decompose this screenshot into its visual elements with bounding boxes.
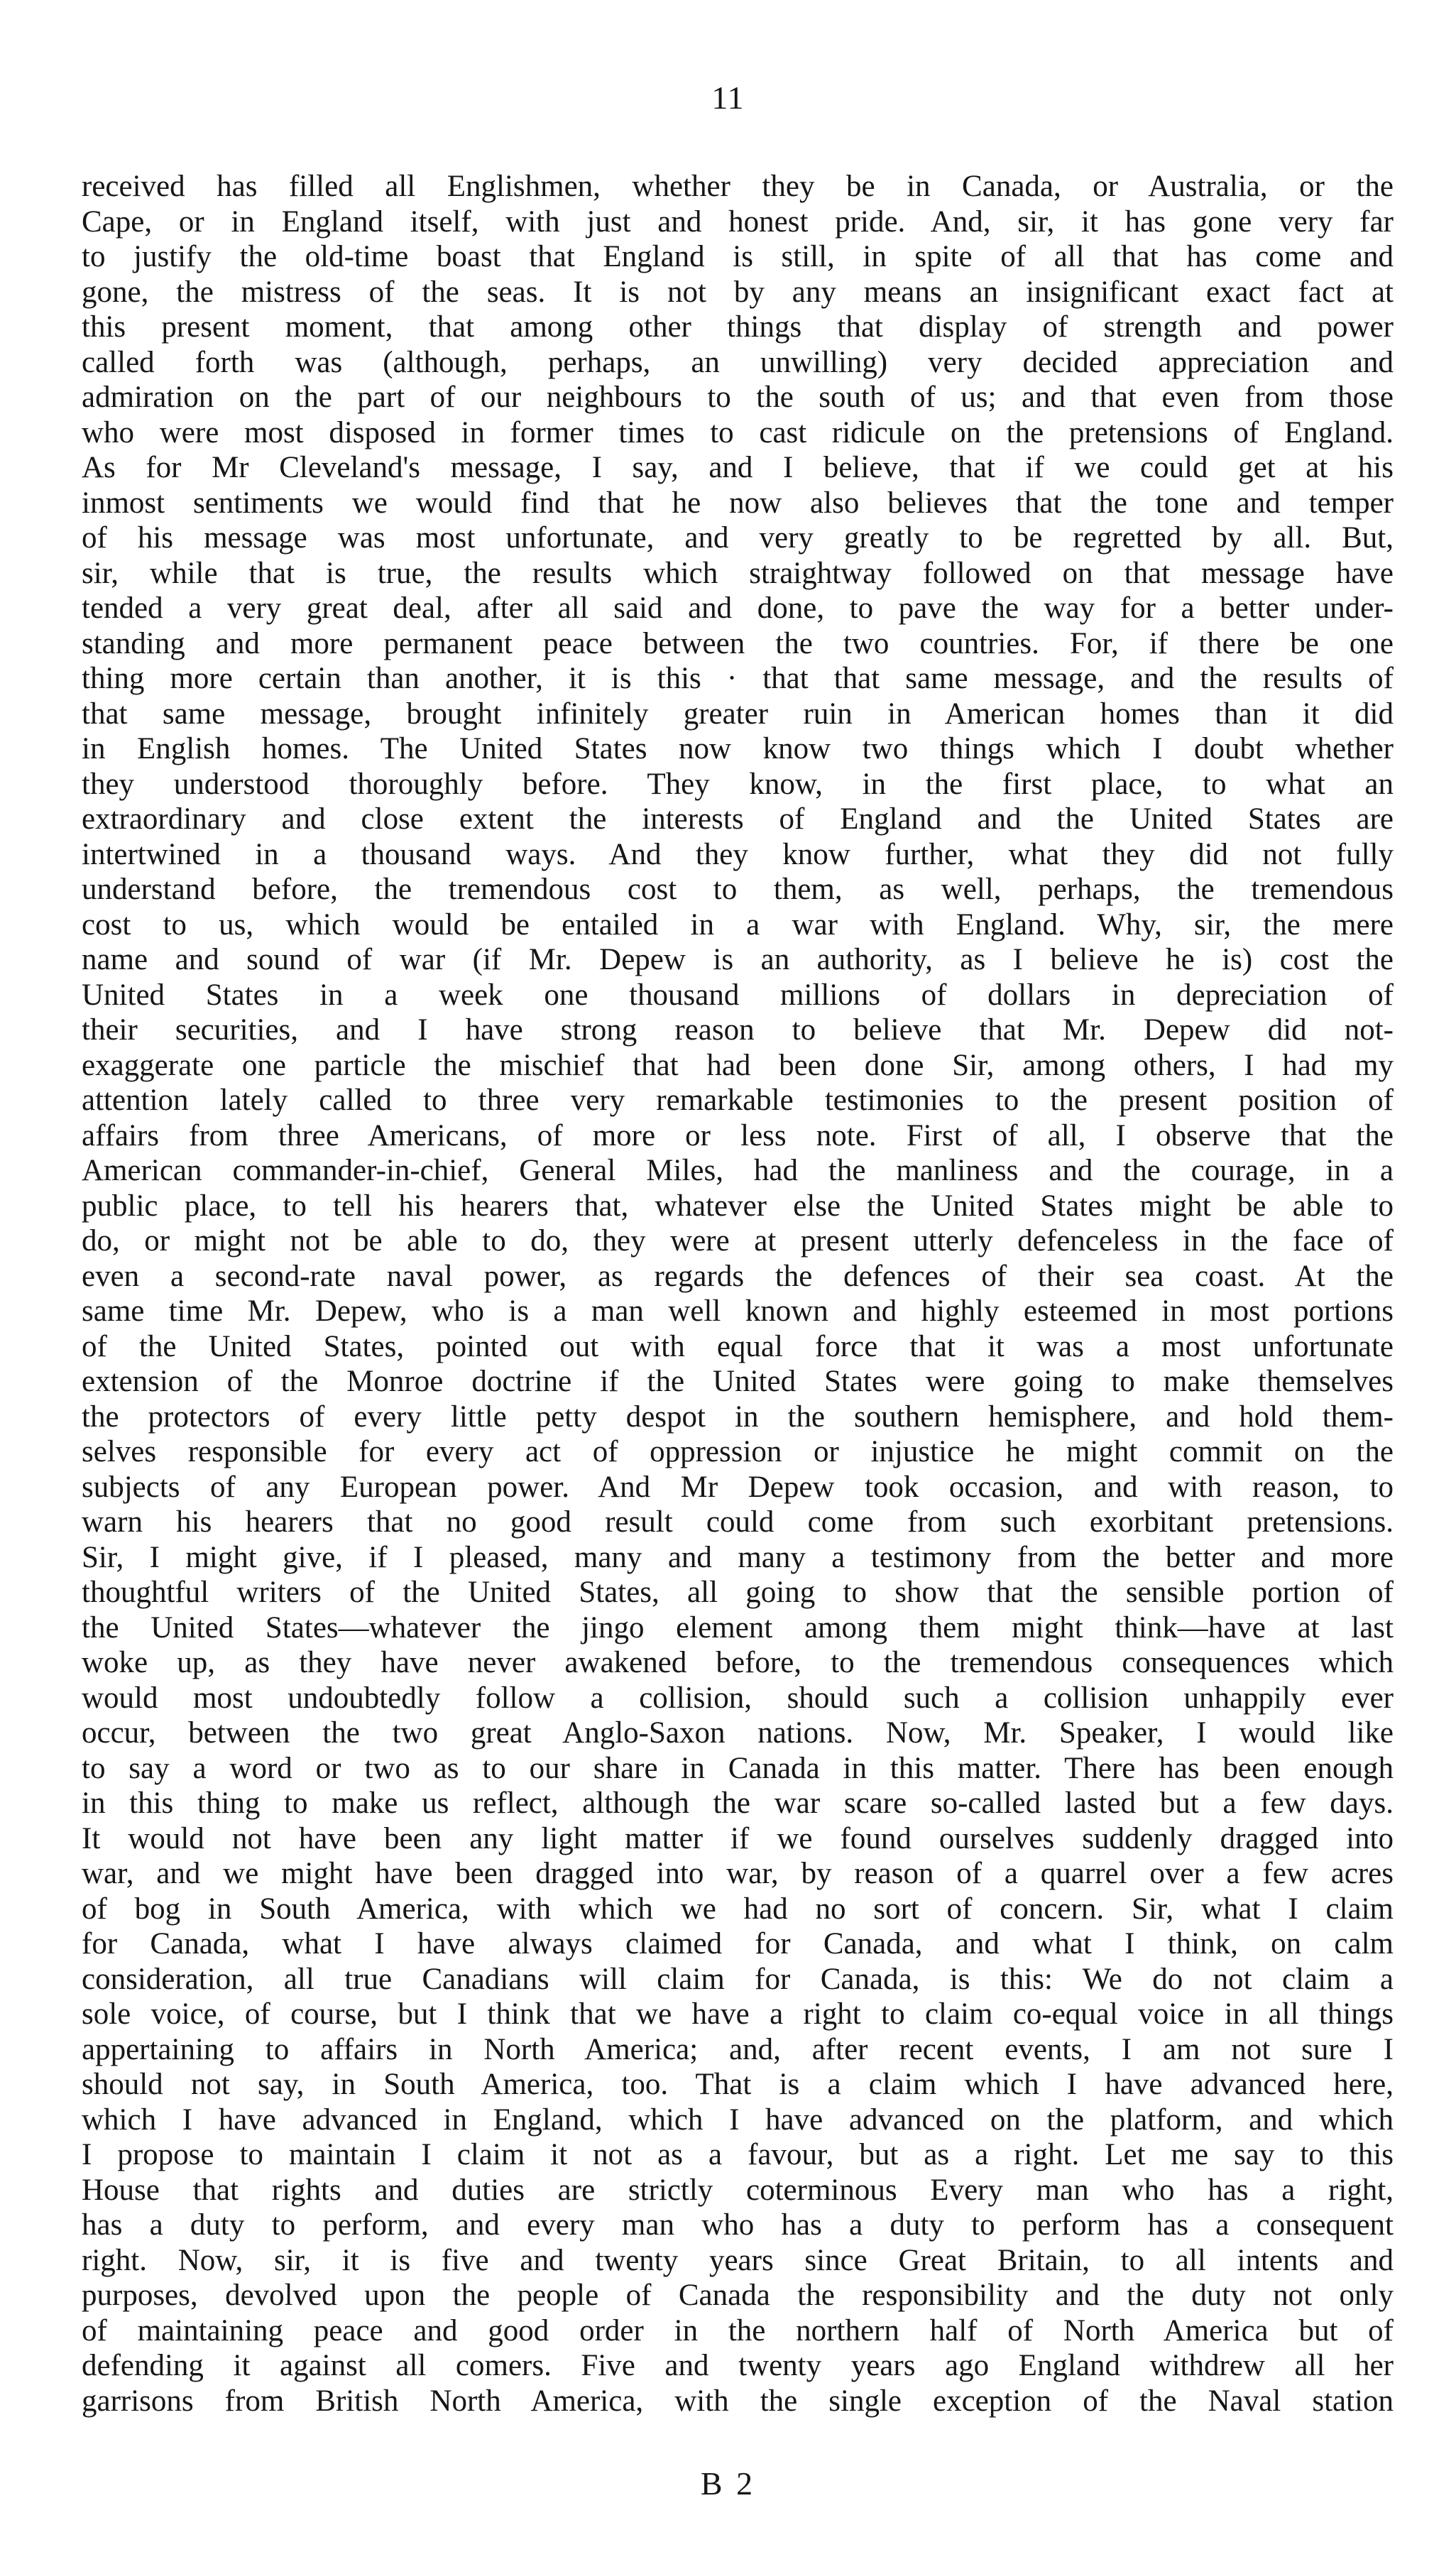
text-line: of bog in South America, with which we had no sort of concern. Sir, what I claim <box>82 1892 1394 1926</box>
text-line: purposes, devolved upon the people of Canada the responsibility and the duty not only <box>82 2279 1394 2312</box>
text-line: same time Mr. Depew, who is a man well known and highly esteemed in most portions <box>82 1294 1394 1328</box>
text-line: thing more certain than another, it is this · that that same message, and the results of <box>82 662 1394 695</box>
text-line: to say a word or two as to our share in Canada in this matter. There has been enough <box>82 1751 1394 1785</box>
text-line: Cape, or in England itself, with just and honest pride. And, sir, it has gone very far <box>82 204 1394 239</box>
text-line: for Canada, what I have always claimed for Canada, and what I think, on calm <box>82 1927 1394 1961</box>
text-line: thoughtful writers of the United States, all going to show that the sensible portion of <box>82 1576 1394 1609</box>
text-line: this present moment, that among other things that display of strength and power <box>82 310 1394 344</box>
text-line: garrisons from British North America, with the single exception of the Naval station <box>82 2384 1394 2418</box>
text-line: House that rights and duties are strictly coterminous Every man who has a right, <box>82 2173 1394 2207</box>
text-line: attention lately called to three very remarkable testimonies to the present position of <box>82 1084 1394 1117</box>
text-line: even a second-rate naval power, as regards the defences of their sea coast. At the <box>82 1259 1394 1293</box>
text-line: appertaining to affairs in North America; and, after recent events, I am not sure I <box>82 2032 1394 2066</box>
text-line: cost to us, which would be entailed in a war with England. Why, sir, the mere <box>82 907 1394 942</box>
text-line: tended a very great deal, after all said and done, to pave the way for a better under- <box>82 591 1394 625</box>
text-line: standing and more permanent peace between the two countries. For, if there be one <box>82 626 1394 660</box>
text-line: the protectors of every little petty despot in the southern hemisphere, and hold them- <box>82 1400 1394 1434</box>
text-line: It would not have been any light matter if we found ourselves suddenly dragged into <box>82 1821 1394 1855</box>
text-line: they understood thoroughly before. They know, in the first place, to what an <box>82 767 1394 801</box>
text-line: right. Now, sir, it is five and twenty years since Great Britain, to all intents and <box>82 2243 1394 2277</box>
text-line: sole voice, of course, but I think that we have a right to claim co-equal voice in all things <box>82 1997 1394 2031</box>
text-line: gone, the mistress of the seas. It is not by any means an insignificant exact fact at <box>82 275 1394 309</box>
text-line: of the United States, pointed out with equal force that it was a most unfortunate <box>82 1329 1394 1363</box>
text-line: United States in a week one thousand millions of dollars in depreciation of <box>82 978 1394 1012</box>
text-line: As for Mr Cleveland's message, I say, and I believe, that if we could get at his <box>82 451 1394 484</box>
text-line: to justify the old-time boast that England is still, in spite of all that has come and <box>82 240 1394 273</box>
text-line: extraordinary and close extent the interests of England and the United States are <box>82 802 1394 836</box>
text-line: in English homes. The United States now know two things which I doubt whether <box>82 732 1394 765</box>
text-line: occur, between the two great Anglo-Saxon nations. Now, Mr. Speaker, I would like <box>82 1716 1394 1750</box>
text-line: their securities, and I have strong reason to believe that Mr. Depew did not- <box>82 1013 1394 1047</box>
text-line: who were most disposed in former times to cast ridicule on the pretensions of England. <box>82 415 1394 449</box>
text-line: understand before, the tremendous cost to them, as well, perhaps, the tremendous <box>82 873 1394 906</box>
text-line: of his message was most unfortunate, and very greatly to be regretted by all. But, <box>82 521 1394 555</box>
text-line: do, or might not be able to do, they were at present utterly defenceless in the face of <box>82 1224 1394 1258</box>
text-line: consideration, all true Canadians will claim for Canada, is this: We do not claim a <box>82 1962 1394 1996</box>
page-number: 11 <box>711 80 745 116</box>
text-line: affairs from three Americans, of more or less note. First of all, I observe that the <box>82 1118 1394 1152</box>
text-line: defending it against all comers. Five and twenty years ago England withdrew all her <box>82 2349 1394 2382</box>
text-line: extension of the Monroe doctrine if the United States were going to make themselves <box>82 1365 1394 1398</box>
text-line: public place, to tell his hearers that, whatever else the United States might be able to <box>82 1189 1394 1223</box>
text-line: selves responsible for every act of oppression or injustice he might commit on the <box>82 1435 1394 1468</box>
text-line: that same message, brought infinitely greater ruin in American homes than it did <box>82 697 1394 731</box>
text-line: has a duty to perform, and every man who has a duty to perform has a consequent <box>82 2208 1394 2242</box>
text-line: which I have advanced in England, which I have advanced on the platform, and which <box>82 2103 1394 2137</box>
text-line: of maintaining peace and good order in the northern half of North America but of <box>82 2313 1394 2347</box>
text-line: warn his hearers that no good result could come from such exorbitant pretensions. <box>82 1505 1394 1539</box>
text-line: received has filled all Englishmen, whether they be in Canada, or Australia, or the <box>82 170 1394 203</box>
body-text <box>82 169 1394 2418</box>
text-line: Sir, I might give, if I pleased, many and many a testimony from the better and more <box>82 1540 1394 1574</box>
text-line: the United States—whatever the jingo element among them might think—have at last <box>82 1610 1394 1645</box>
text-line: in this thing to make us reflect, although the war scare so-called lasted but a few days. <box>82 1787 1394 1820</box>
text-line: I propose to maintain I claim it not as a favour, but as a right. Let me say to this <box>82 2138 1394 2171</box>
text-line: intertwined in a thousand ways. And they know further, what they did not fully <box>82 837 1394 871</box>
text-line: war, and we might have been dragged into war, by reason of a quarrel over a few acres <box>82 1857 1394 1890</box>
text-line: would most undoubtedly follow a collision, should such a collision unhappily ever <box>82 1681 1394 1715</box>
text-line: should not say, in South America, too. That is a claim which I have advanced here, <box>82 2068 1394 2101</box>
text-line: woke up, as they have never awakened before, to the tremendous consequences which <box>82 1646 1394 1679</box>
text-line: called forth was (although, perhaps, an unwilling) very decided appreciation and <box>82 345 1394 379</box>
text-line: inmost sentiments we would find that he now also believes that the tone and temper <box>82 486 1394 520</box>
text-line: subjects of any European power. And Mr Depew took occasion, and with reason, to <box>82 1470 1394 1504</box>
printer-signature-mark: B 2 <box>700 2465 756 2502</box>
text-line: sir, while that is true, the results which straightway followed on that message have <box>82 556 1394 590</box>
text-line: name and sound of war (if Mr. Depew is an authority, as I believe he is) cost the <box>82 943 1394 976</box>
text-line: American commander-in-chief, General Miles, had the manliness and the courage, in a <box>82 1154 1394 1187</box>
text-line: exaggerate one particle the mischief that had been done Sir, among others, I had my <box>82 1048 1394 1082</box>
text-line: admiration on the part of our neighbours to the south of us; and that even from those <box>82 381 1394 414</box>
